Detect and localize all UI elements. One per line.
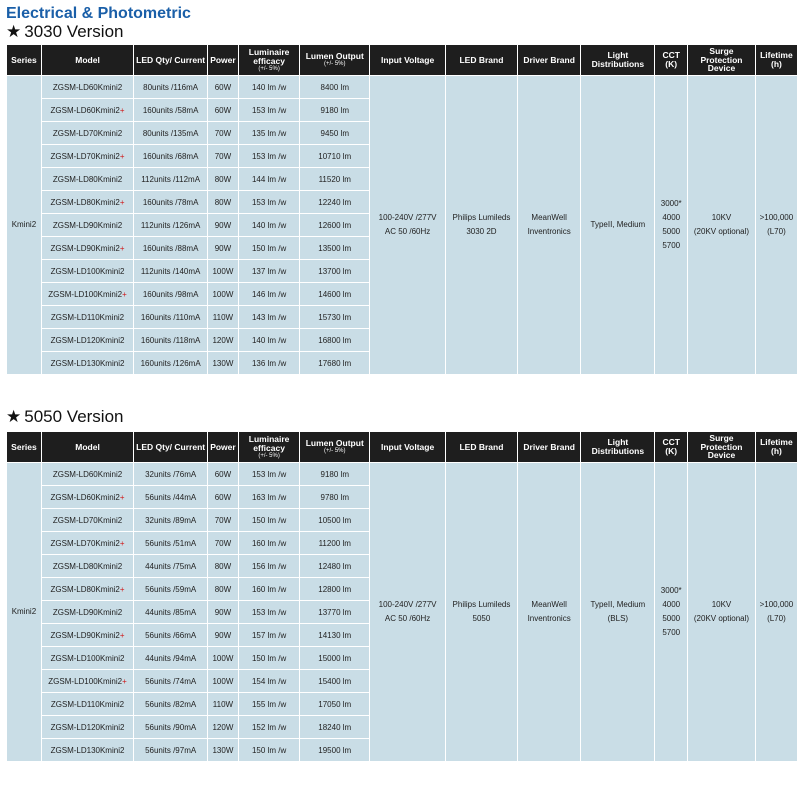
power-cell: 70W [208,509,239,532]
model-name: ZGSM-LD60Kmini2 [50,105,120,115]
model-cell [41,283,133,306]
column-header-voltage [370,432,446,463]
column-header-efficacy [238,432,300,463]
header-row [7,45,798,76]
lumen-cell: 17050 lm [300,693,370,716]
model-cell [41,329,133,352]
model-name: ZGSM-LD60Kmini2 [52,82,123,92]
power-cell: 60W [208,486,239,509]
power-cell: 100W [208,647,239,670]
led-brand-cell [446,76,518,375]
lumen-cell: 12800 lm [300,578,370,601]
model-cell [41,555,133,578]
column-header-light-dist [581,432,655,463]
power-cell: 90W [208,237,239,260]
surge-protection-cell [688,76,756,375]
light-distribution-cell-line: (BLS) [607,614,629,623]
efficacy-cell: 152 lm /w [238,716,300,739]
led-brand-cell [446,463,518,762]
model-cell [41,214,133,237]
led-qty-cell: 80units /135mA [134,122,208,145]
column-header-label: Series [11,441,37,452]
led-qty-cell: 56units /82mA [134,693,208,716]
column-header-label: LED Brand [459,54,504,65]
power-cell: 70W [208,532,239,555]
column-header-voltage [370,45,446,76]
column-header-efficacy [238,45,300,76]
page-title: Electrical & Photometric [6,5,191,22]
column-header-label: Light Distributions [591,50,645,69]
led-qty-cell: 56units /44mA [134,486,208,509]
led-qty-cell: 160units /118mA [134,329,208,352]
power-cell: 100W [208,260,239,283]
model-plus-marker: + [122,289,127,299]
model-plus-marker: + [119,105,125,115]
column-header-label: Lumen Output [305,51,364,62]
efficacy-cell: 150 lm /w [238,237,300,260]
model-name: ZGSM-LD60Kmini2 [50,492,120,502]
model-name: ZGSM-LD80Kmini2 [50,197,120,207]
column-header-cct [655,432,688,463]
model-name: ZGSM-LD100Kmini2 [50,653,125,663]
model-name: ZGSM-LD90Kmini2 [52,607,123,617]
input-voltage-cell-line: 100-240V /277V [378,213,437,222]
model-name: ZGSM-LD110Kmini2 [50,312,125,322]
efficacy-cell: 153 lm /w [238,463,300,486]
cct-cell-line: 5000 [662,614,681,623]
column-header-lumen [300,432,370,463]
lumen-cell: 14600 lm [300,283,370,306]
column-header-label: Luminaire efficacy [248,433,290,453]
model-cell [41,76,133,99]
model-cell [41,509,133,532]
efficacy-cell: 150 lm /w [238,509,300,532]
lumen-cell: 9180 lm [300,99,370,122]
column-header-model [41,45,133,76]
model-cell [41,99,133,122]
cct-cell-line: 5700 [662,628,681,637]
led-qty-cell: 44units /94mA [134,647,208,670]
lumen-cell: 18240 lm [300,716,370,739]
column-header-tolerance: (+/- 5%) [323,448,346,455]
power-cell: 130W [208,739,239,762]
column-header-label: Power [210,54,236,65]
column-header-label: Surge Protection Device [700,432,743,461]
series-cell: Kmini2 [7,76,42,375]
led-qty-cell: 56units /66mA [134,624,208,647]
power-cell: 60W [208,99,239,122]
column-header-label: CCT (K) [662,50,680,69]
input-voltage-cell-line: 100-240V /277V [378,600,437,609]
column-header-led-qty [134,45,208,76]
column-header-surge [688,45,756,76]
model-name: ZGSM-LD60Kmini2 [52,469,123,479]
model-cell [41,601,133,624]
efficacy-cell: 135 lm /w [238,122,300,145]
lifetime-cell-line: >100,000 [759,213,794,222]
surge-protection-cell-line: 10KV [711,213,732,222]
lumen-cell: 10710 lm [300,145,370,168]
led-qty-cell: 160units /110mA [134,306,208,329]
lumen-cell: 14130 lm [300,624,370,647]
efficacy-cell: 153 lm /w [238,145,300,168]
column-header-label: Lifetime (h) [760,50,793,69]
model-cell [41,168,133,191]
model-cell [41,237,133,260]
column-header-label: Driver Brand [523,441,575,452]
driver-brand-cell-line: MeanWell [531,213,567,222]
model-plus-marker: + [122,676,127,686]
led-qty-cell: 56units /97mA [134,739,208,762]
column-header-series [7,432,42,463]
column-header-series [7,45,42,76]
light-distribution-cell-line: TypeII, Medium [590,220,646,229]
column-header-light-dist [581,45,655,76]
driver-brand-cell-line: MeanWell [531,600,567,609]
light-distribution-cell [581,463,655,762]
model-name: ZGSM-LD80Kmini2 [52,561,123,571]
column-header-label: Model [75,441,100,452]
power-cell: 90W [208,601,239,624]
table-row [7,463,798,486]
column-header-label: Lifetime (h) [760,437,793,456]
model-name: ZGSM-LD110Kmini2 [50,699,125,709]
power-cell: 80W [208,168,239,191]
column-header-label: Model [75,54,100,65]
column-header-label: LED Qty/ Current [136,54,206,65]
lumen-cell: 12240 lm [300,191,370,214]
power-cell: 130W [208,352,239,375]
led-qty-cell: 32units /89mA [134,509,208,532]
efficacy-cell: 153 lm /w [238,601,300,624]
efficacy-cell: 155 lm /w [238,693,300,716]
lifetime-cell-line: (L70) [767,614,786,623]
model-name: ZGSM-LD80Kmini2 [50,584,120,594]
cct-cell-line: 4000 [662,213,681,222]
power-cell: 110W [208,693,239,716]
lumen-cell: 15730 lm [300,306,370,329]
model-cell [41,670,133,693]
column-header-label: CCT (K) [662,437,680,456]
model-name: ZGSM-LD90Kmini2 [50,243,120,253]
model-cell [41,739,133,762]
model-name: ZGSM-LD70Kmini2 [50,151,120,161]
model-cell [41,145,133,168]
section-title-3030 [6,22,124,42]
driver-brand-cell-line: Inventronics [527,614,571,623]
led-brand-cell-line: 5050 [472,614,491,623]
model-cell [41,486,133,509]
column-header-label: Luminaire efficacy [248,46,290,66]
model-name: ZGSM-LD120Kmini2 [50,722,125,732]
surge-protection-cell [688,463,756,762]
power-cell: 90W [208,214,239,237]
column-header-label: Surge Protection Device [700,45,743,74]
surge-protection-cell-line: 10KV [711,600,732,609]
led-qty-cell: 160units /68mA [134,145,208,168]
led-brand-cell-line: Philips Lumileds [452,213,511,222]
column-header-label: LED Qty/ Current [136,441,206,452]
column-header-label: Input Voltage [380,54,435,65]
lumen-cell: 9450 lm [300,122,370,145]
lumen-cell: 15000 lm [300,647,370,670]
star-icon: ★ [6,22,22,41]
model-cell [41,122,133,145]
model-plus-marker: + [119,197,125,207]
header-row [7,432,798,463]
led-qty-cell: 160units /78mA [134,191,208,214]
led-brand-cell-line: Philips Lumileds [452,600,511,609]
power-cell: 90W [208,624,239,647]
model-plus-marker: + [119,538,125,548]
spec-table-5050 [6,431,798,762]
column-header-label: Driver Brand [523,54,575,65]
lumen-cell: 9780 lm [300,486,370,509]
model-cell [41,647,133,670]
model-name: ZGSM-LD70Kmini2 [50,538,120,548]
spec-table-3030 [6,44,798,375]
model-name: ZGSM-LD130Kmini2 [50,358,125,368]
efficacy-cell: 140 lm /w [238,329,300,352]
model-cell [41,624,133,647]
lumen-cell: 11200 lm [300,532,370,555]
model-cell [41,716,133,739]
efficacy-cell: 144 lm /w [238,168,300,191]
efficacy-cell: 140 lm /w [238,214,300,237]
efficacy-cell: 154 lm /w [238,670,300,693]
column-header-label: Series [11,54,37,65]
led-qty-cell: 112units /126mA [134,214,208,237]
lifetime-cell [755,463,797,762]
model-name: ZGSM-LD70Kmini2 [52,128,123,138]
power-cell: 80W [208,578,239,601]
model-cell [41,463,133,486]
efficacy-cell: 150 lm /w [238,739,300,762]
surge-protection-cell-line: (20KV optional) [693,227,750,236]
led-qty-cell: 112units /112mA [134,168,208,191]
power-cell: 110W [208,306,239,329]
power-cell: 70W [208,122,239,145]
model-name: ZGSM-LD120Kmini2 [50,335,125,345]
power-cell: 100W [208,283,239,306]
cct-cell-line: 4000 [662,600,681,609]
column-header-power [208,432,239,463]
model-cell [41,191,133,214]
section-title-3030-label: 3030 Version [24,22,124,41]
led-qty-cell: 56units /74mA [134,670,208,693]
model-cell [41,578,133,601]
led-qty-cell: 32units /76mA [134,463,208,486]
lumen-cell: 17680 lm [300,352,370,375]
lumen-cell: 16800 lm [300,329,370,352]
cct-cell-line: 5000 [662,227,681,236]
led-qty-cell: 112units /140mA [134,260,208,283]
efficacy-cell: 146 lm /w [238,283,300,306]
input-voltage-cell-line: AC 50 /60Hz [384,227,431,236]
surge-protection-cell-line: (20KV optional) [693,614,750,623]
column-header-lifetime [755,45,797,76]
lumen-cell: 19500 lm [300,739,370,762]
lumen-cell: 15400 lm [300,670,370,693]
model-plus-marker: + [119,584,125,594]
column-header-led-qty [134,432,208,463]
light-distribution-cell [581,76,655,375]
model-cell [41,352,133,375]
model-plus-marker: + [119,630,125,640]
column-header-led-brand [446,432,518,463]
efficacy-cell: 140 lm /w [238,76,300,99]
led-qty-cell: 44units /75mA [134,555,208,578]
star-icon: ★ [6,407,22,426]
led-qty-cell: 160units /88mA [134,237,208,260]
cct-cell-line: 5700 [662,241,681,250]
column-header-label: Input Voltage [380,441,435,452]
lumen-cell: 8400 lm [300,76,370,99]
column-header-led-brand [446,45,518,76]
section-title-5050 [6,407,124,427]
power-cell: 80W [208,555,239,578]
series-cell: Kmini2 [7,463,42,762]
efficacy-cell: 153 lm /w [238,99,300,122]
power-cell: 120W [208,716,239,739]
column-header-cct [655,45,688,76]
model-name: ZGSM-LD80Kmini2 [52,174,123,184]
power-cell: 60W [208,76,239,99]
lifetime-cell-line: (L70) [767,227,786,236]
column-header-tolerance: (+/- 5%) [323,61,346,68]
efficacy-cell: 156 lm /w [238,555,300,578]
column-header-model [41,432,133,463]
model-plus-marker: + [119,243,125,253]
column-header-label: Lumen Output [305,438,364,449]
column-header-surge [688,432,756,463]
input-voltage-cell-line: AC 50 /60Hz [384,614,431,623]
lumen-cell: 9180 lm [300,463,370,486]
lumen-cell: 13770 lm [300,601,370,624]
led-qty-cell: 160units /58mA [134,99,208,122]
column-header-tolerance: (+/- 5%) [258,452,280,459]
lumen-cell: 13700 lm [300,260,370,283]
efficacy-cell: 163 lm /w [238,486,300,509]
column-header-label: Light Distributions [591,437,645,456]
led-qty-cell: 160units /126mA [134,352,208,375]
light-distribution-cell-line: TypeII, Medium [590,600,646,609]
column-header-label: Power [210,441,236,452]
lumen-cell: 13500 lm [300,237,370,260]
model-name: ZGSM-LD90Kmini2 [50,630,120,640]
lumen-cell: 12480 lm [300,555,370,578]
driver-brand-cell [517,76,581,375]
led-qty-cell: 160units /98mA [134,283,208,306]
model-name: ZGSM-LD100Kmini2 [50,266,125,276]
cct-cell [655,76,688,375]
column-header-lumen [300,45,370,76]
power-cell: 80W [208,191,239,214]
model-name: ZGSM-LD130Kmini2 [50,745,125,755]
model-cell [41,693,133,716]
led-qty-cell: 56units /90mA [134,716,208,739]
led-brand-cell-line: 3030 2D [466,227,497,236]
lumen-cell: 12600 lm [300,214,370,237]
led-qty-cell: 56units /51mA [134,532,208,555]
column-header-label: LED Brand [459,441,504,452]
model-name: ZGSM-LD100Kmini2 [48,289,123,299]
lifetime-cell-line: >100,000 [759,600,794,609]
model-name: ZGSM-LD90Kmini2 [52,220,123,230]
driver-brand-cell [517,463,581,762]
section-title-5050-label: 5050 Version [24,407,124,426]
power-cell: 60W [208,463,239,486]
led-qty-cell: 44units /85mA [134,601,208,624]
efficacy-cell: 150 lm /w [238,647,300,670]
model-cell [41,260,133,283]
model-cell [41,532,133,555]
column-header-power [208,45,239,76]
input-voltage-cell [370,463,446,762]
power-cell: 70W [208,145,239,168]
lumen-cell: 11520 lm [300,168,370,191]
cct-cell-line: 3000* [660,586,682,595]
driver-brand-cell-line: Inventronics [527,227,571,236]
column-header-lifetime [755,432,797,463]
efficacy-cell: 136 lm /w [238,352,300,375]
table-row [7,76,798,99]
column-header-driver-brand [517,432,581,463]
model-name: ZGSM-LD100Kmini2 [48,676,123,686]
cct-cell [655,463,688,762]
input-voltage-cell [370,76,446,375]
led-qty-cell: 80units /116mA [134,76,208,99]
efficacy-cell: 157 lm /w [238,624,300,647]
efficacy-cell: 160 lm /w [238,532,300,555]
column-header-driver-brand [517,45,581,76]
lifetime-cell [755,76,797,375]
efficacy-cell: 137 lm /w [238,260,300,283]
model-name: ZGSM-LD70Kmini2 [52,515,123,525]
power-cell: 100W [208,670,239,693]
column-header-tolerance: (+/- 5%) [258,65,280,72]
efficacy-cell: 153 lm /w [238,191,300,214]
lumen-cell: 10500 lm [300,509,370,532]
model-cell [41,306,133,329]
power-cell: 120W [208,329,239,352]
efficacy-cell: 160 lm /w [238,578,300,601]
cct-cell-line: 3000* [660,199,682,208]
led-qty-cell: 56units /59mA [134,578,208,601]
model-plus-marker: + [119,492,125,502]
model-plus-marker: + [119,151,125,161]
efficacy-cell: 143 lm /w [238,306,300,329]
